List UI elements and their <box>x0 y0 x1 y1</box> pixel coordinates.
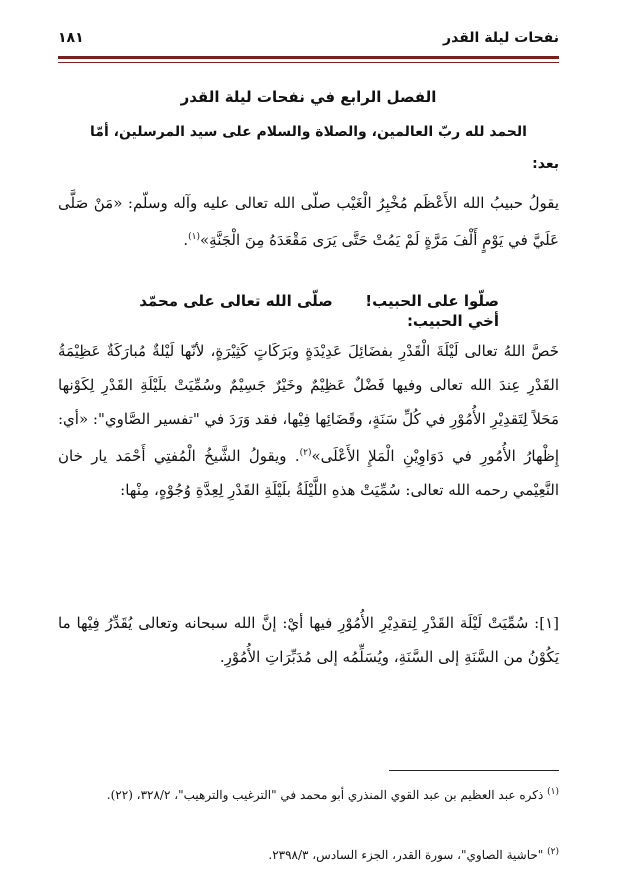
chapter-title: الفصل الرابع في نفحات ليلة القدر <box>180 88 437 106</box>
main-text-cont: . ويقولُ الشَّيخُ الْمُفتِي أَحْمَد يار خان النَّعِيْمي رحمه الله تعالى: سُمِّيَتْ هذهِ اللَّيْلَةُ بلَيْلَةِ القَدْرِ لِعِدَّةِ وُجُوْهٍ، مِنْها: <box>58 447 559 499</box>
praise-line: الحمد لله ربّ العالمين، والصلاة والسلام على سيد المرسلين، أمّا <box>90 124 527 140</box>
hadith-paragraph: يقولُ حبيبُ الله الأَعْظَم مُخْبِرُ الْغَيْب صلّى الله تعالى عليه وآله وسلّم: «مَنْ صَلَّى عَلَيَّ في يَوْمٍ أَلْفَ مَرَّةٍ لَمْ يَمُتْ حَتَّى يَرَى مَقْعَدَهُ مِنَ الْجَنَّةِ»$^{(١)}$. <box>58 194 559 249</box>
footnote-2-marker: (٢) <box>547 847 559 857</box>
page-number: ١٨١ <box>58 30 84 46</box>
main-paragraph <box>58 334 559 606</box>
hadith-text: يقولُ حبيبُ الله الأَعْظَم مُخْبِرُ الْغَيْب صلّى الله تعالى عليه وآله وسلّم: «مَنْ صَلَّى عَلَيَّ في يَوْمٍ أَلْفَ مَرَّةٍ لَمْ يَمُتْ حَتَّى يَرَى مَقْعَدَهُ مِنَ الْجَنَّةِ» <box>58 194 559 249</box>
brother-label: أخي الحبيب: <box>406 312 499 330</box>
footnote-1-marker: (١) <box>547 787 559 797</box>
salawat-line <box>139 292 499 310</box>
footnote-ref-1: (١) <box>188 232 200 242</box>
main-text: خَصَّ اللهُ تعالى لَيْلَةَ الْقَدْرِ بفضَائِلَ عَدِيْدَةٍ وبَرَكَاتٍ كَثِيْرَةٍ، لأنّها لَيْلةٌ مُبارَكَةٌ عَظِيْمَةُ القَدْرِ عِندَ الله تعالى وفيها فَضْلٌ عَظِيْمٌ وخَيْرٌ جَسِيْمٌ وسُمِّيَتْ بلَيْلَةِ القَدْرِ لِكَوْنها مَحَلاً لِتَقدِيْرِ الأُمُوْرِ في كُلِّ سَنَةٍ، وقَضَائِها فِيْها، فقد وَرَدَ في "تفسير الصَّاوي": «أي: إِظْهارُ الأُمُورِ في دَوَاوِيْنِ الْمَلإِ الأَعْلَى» <box>58 342 560 465</box>
footnote-separator <box>389 770 559 771</box>
footnote-ref-2: (٢) <box>299 448 312 458</box>
salawat-response: صلّى الله تعالى على محمّد <box>139 292 333 310</box>
running-title: نفحات ليلة القدر <box>443 30 559 46</box>
after-label: بعد: <box>532 156 559 172</box>
footnote-2 <box>58 842 559 865</box>
header-rule-thick <box>58 56 559 59</box>
footnote-1-text: ذكره عبد العظيم بن عبد القوي المنذري أبو محمد في "الترغيب والترهيب"، ٣٢٨/٢، (٢٢). <box>106 788 544 802</box>
header-rule-thin <box>58 62 559 63</box>
point-one-paragraph: [١]: سُمِّيَتْ لَيْلَة القَدْرِ لِتقدِيْرِ الأُمُوْرِ فيها أيْ: إنَّ الله سبحانه وتعالى يُقَدِّرُ فِيْها ما يَكُوْنُ من السَّنَةِ إلى السَّنَةِ، ويُسَلِّمُه إلى مُدَبِّرَاتِ الأُمُوْرِ. <box>58 614 559 666</box>
page-header <box>58 24 559 52</box>
footnote-2-text: "حاشية الصاوي"، سورة القدر، الجزء السادس، ٢٣٩٨/٣. <box>268 848 544 862</box>
salawat-call: صلّوا على الحبيب! <box>365 292 499 310</box>
footnote-1 <box>58 782 559 805</box>
